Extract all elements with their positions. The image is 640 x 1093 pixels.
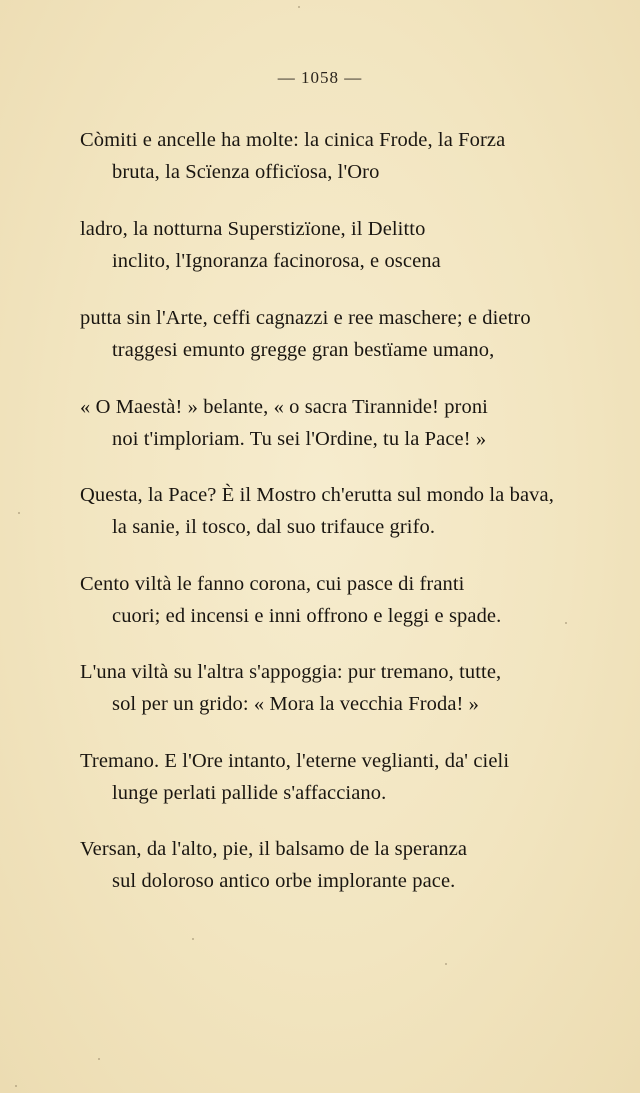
stanza-7 <box>80 656 600 720</box>
verse-line: Còmiti e ancelle ha molte: la cinica Frode, la Forza <box>80 129 506 151</box>
verse-line-indented: inclito, l'Ignoranza facinorosa, e oscena <box>112 250 441 272</box>
verse-line-indented: la sanie, il tosco, dal suo trifauce grifo. <box>112 516 436 538</box>
stanza-2 <box>80 213 600 277</box>
paper-speck <box>18 512 20 514</box>
paper-speck <box>565 622 567 624</box>
verse-line-indented: traggesi emunto gregge gran bestïame umano, <box>112 339 495 361</box>
verse-line: putta sin l'Arte, ceffi cagnazzi e ree maschere; e dietro <box>80 307 531 329</box>
verse-line-indented: cuori; ed incensi e inni offrono e leggi e spade. <box>112 605 502 627</box>
verse-line: Questa, la Pace? È il Mostro ch'erutta sul mondo la bava, <box>80 484 554 506</box>
stanza-5 <box>80 479 600 543</box>
verse-line: Tremano. E l'Ore intanto, l'eterne veglianti, da' cieli <box>80 750 510 772</box>
page-number: — 1058 — <box>277 68 363 87</box>
verse-line: Cento viltà le fanno corona, cui pasce di franti <box>80 573 465 595</box>
verse-line: Versan, da l'alto, pie, il balsamo de la speranza <box>80 838 468 860</box>
paper-speck <box>98 1058 100 1060</box>
verse-line-indented: sol per un grido: « Mora la vecchia Froda! » <box>112 693 480 715</box>
paper-speck <box>445 963 447 965</box>
stanza-8 <box>80 745 600 809</box>
verse-line-indented: noi t'imploriam. Tu sei l'Ordine, tu la Pace! » <box>112 428 487 450</box>
paper-speck <box>298 6 300 8</box>
stanza-1 <box>80 124 600 188</box>
verse-line: L'una viltà su l'altra s'appoggia: pur tremano, tutte, <box>80 661 502 683</box>
paper-speck <box>192 938 194 940</box>
stanza-9 <box>80 833 600 897</box>
paper-speck <box>15 1085 17 1087</box>
stanza-3 <box>80 302 600 366</box>
verse-line: ladro, la notturna Superstizïone, il Delitto <box>80 218 426 240</box>
verse-line: « O Maestà! » belante, « o sacra Tirannide! proni <box>80 396 488 418</box>
verse-line-indented: lunge perlati pallide s'affacciano. <box>112 782 387 804</box>
stanza-6 <box>80 568 600 632</box>
verse-line-indented: sul doloroso antico orbe implorante pace. <box>112 870 456 892</box>
stanza-4 <box>80 391 600 455</box>
verse-line-indented: bruta, la Scïenza officïosa, l'Oro <box>112 161 380 183</box>
